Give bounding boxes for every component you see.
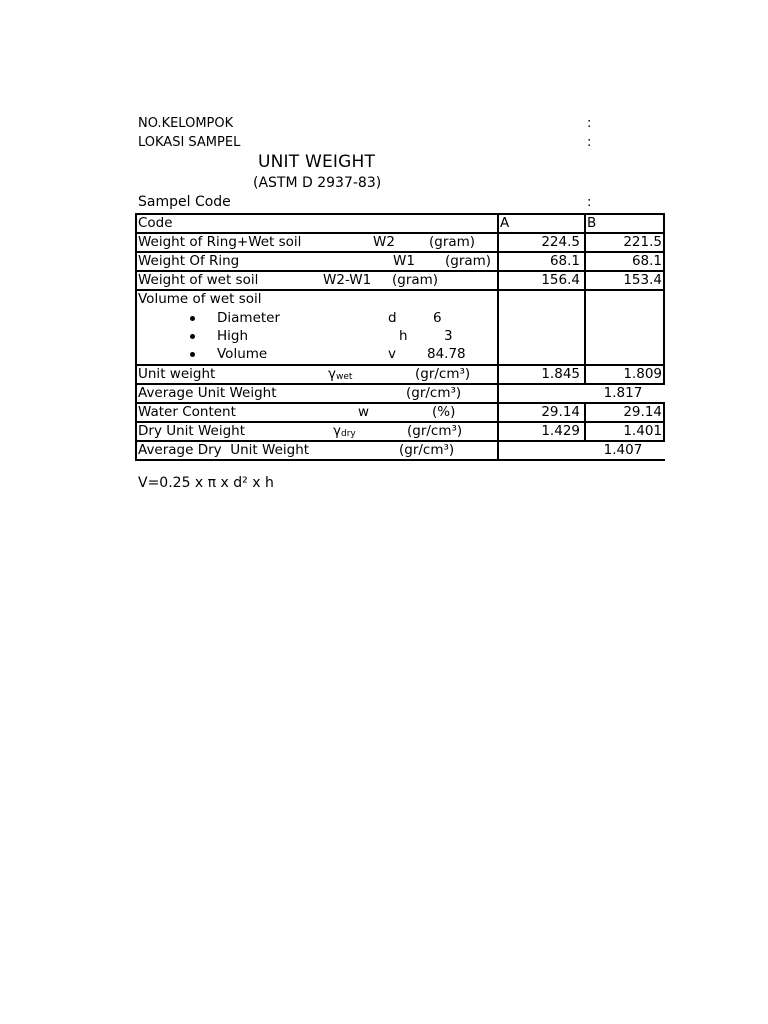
avg-unit-weight-unit: (gr/cm³)	[406, 385, 462, 401]
ring-weight-a: 68.1	[549, 253, 580, 269]
unit-weight-symbol: $\gamma_{wet}$	[328, 366, 353, 382]
ring-wet-soil-symbol: W2	[373, 234, 395, 250]
water-content-symbol: w	[358, 404, 370, 420]
group-number-label: NO.KELOMPOK	[138, 116, 234, 131]
code-column-header: Code	[138, 215, 173, 231]
dry-unit-weight-symbol: $\gamma_{dry}$	[333, 423, 356, 439]
ring-wet-soil-unit: (gram)	[429, 234, 476, 250]
column-a-header: A	[500, 215, 510, 231]
avg-dry-unit-weight-unit: (gr/cm³)	[399, 442, 455, 458]
wet-soil-weight-unit: (gram)	[392, 272, 439, 288]
dry-unit-weight-a: 1.429	[541, 423, 580, 439]
ring-weight-symbol: W1	[393, 253, 415, 269]
unit-weight-unit: (gr/cm³)	[415, 366, 471, 382]
diameter-label: Diameter	[217, 310, 281, 326]
water-content-a: 29.14	[541, 404, 580, 420]
sample-location-colon: :	[587, 135, 592, 150]
sample-code-colon: :	[587, 195, 592, 210]
bullet-icon	[190, 316, 195, 321]
height-symbol: h	[399, 328, 408, 344]
wet-soil-weight-b: 153.4	[623, 272, 662, 288]
water-content-unit: (%)	[432, 404, 456, 420]
dry-unit-weight-b: 1.401	[623, 423, 662, 439]
bullet-icon	[190, 352, 195, 357]
unit-weight-b: 1.809	[623, 366, 662, 382]
avg-unit-weight-label: Average Unit Weight	[138, 385, 277, 401]
height-value: 3	[444, 328, 453, 344]
ring-weight-unit: (gram)	[445, 253, 492, 269]
ring-wet-soil-label: Weight of Ring+Wet soil	[138, 234, 302, 250]
volume-formula: V=0.25 x π x d² x h	[138, 475, 274, 491]
sample-code-label: Sampel Code	[138, 194, 231, 210]
water-content-b: 29.14	[623, 404, 662, 420]
volume-value: 84.78	[427, 346, 466, 362]
wet-soil-weight-a: 156.4	[541, 272, 580, 288]
avg-dry-unit-weight-value: 1.407	[603, 442, 643, 458]
unit-weight-label: Unit weight	[138, 366, 216, 382]
ring-wet-soil-b: 221.5	[623, 234, 662, 250]
ring-wet-soil-a: 224.5	[541, 234, 580, 250]
wet-soil-weight-label: Weight of wet soil	[138, 272, 259, 288]
height-label: High	[217, 328, 249, 344]
avg-dry-unit-weight-label: Average Dry Unit Weight	[138, 442, 310, 458]
sample-location-label: LOKASI SAMPEL	[138, 135, 241, 150]
volume-label: Volume	[217, 346, 268, 362]
wet-soil-weight-symbol: W2-W1	[323, 272, 372, 288]
diameter-value: 6	[433, 310, 442, 326]
volume-symbol: v	[388, 346, 396, 362]
dry-unit-weight-label: Dry Unit Weight	[138, 423, 246, 439]
water-content-label: Water Content	[138, 404, 236, 420]
unit-weight-a: 1.845	[541, 366, 580, 382]
standard-reference: (ASTM D 2937-83)	[253, 175, 382, 191]
dry-unit-weight-unit: (gr/cm³)	[407, 423, 463, 439]
page-title: UNIT WEIGHT	[258, 152, 376, 172]
diameter-symbol: d	[388, 310, 397, 326]
ring-weight-b: 68.1	[631, 253, 662, 269]
column-b-header: B	[587, 215, 597, 231]
group-number-colon: :	[587, 116, 592, 131]
avg-unit-weight-value: 1.817	[603, 385, 643, 401]
volume-wet-soil-label: Volume of wet soil	[138, 291, 262, 307]
ring-weight-label: Weight Of Ring	[138, 253, 240, 269]
bullet-icon	[190, 334, 195, 339]
